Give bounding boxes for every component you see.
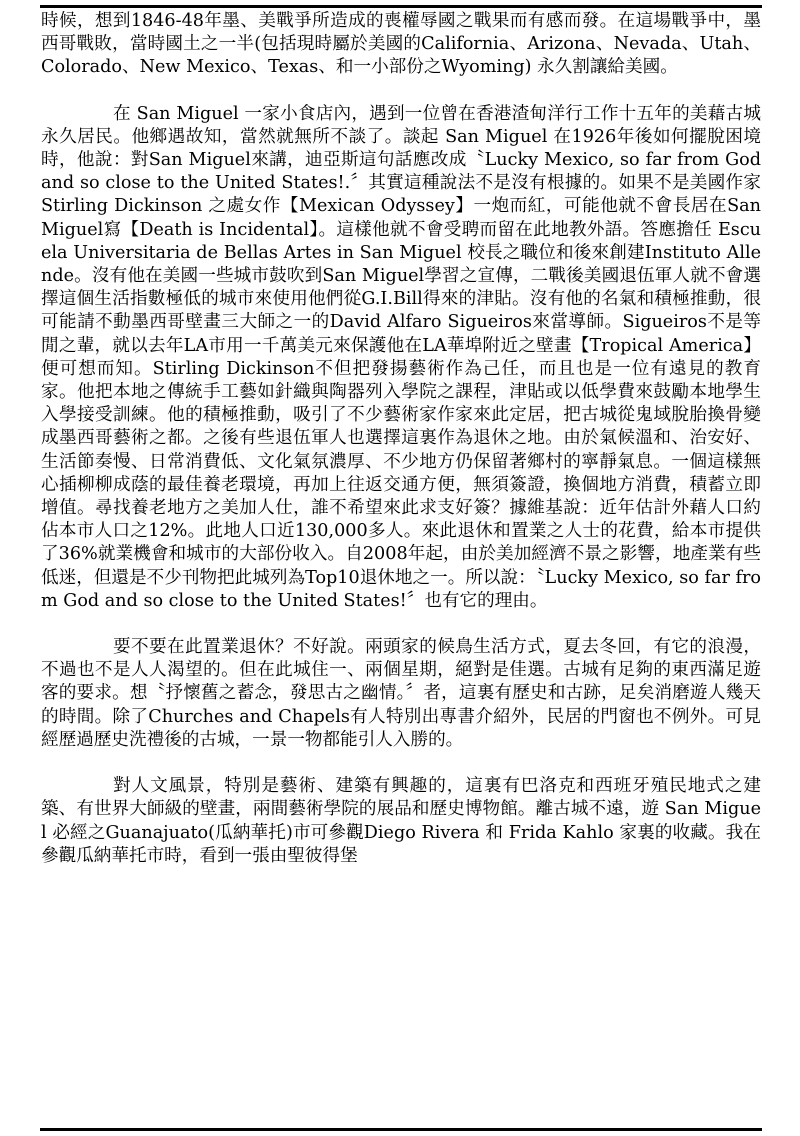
paragraph-4: 對人文風景，特別是藝術、建築有興趣的，這裏有巴洛克和西班牙殖民地式之建築、有世界大師級的壁畫，兩間藝術學院的展品和歷史博物館。離古城不遠，遊 San Miguel 必經之Guanajuato(瓜納華托)市可參觀Diego Rivera 和 Frida Kahlo 家裏的收藏。我在參觀瓜納華托市時，看到一張由聖彼得堡 (41, 776, 761, 866)
paragraph-gap (41, 752, 761, 775)
paragraph-2: 在 San Miguel 一家小食店內，遇到一位曾在香港渣甸洋行工作十五年的美藉古城永久居民。他鄉遇故知，當然就無所不談了。談起 San Miguel 在1926年後如何擺脫困境時，他說：對San Miguel來講，迪亞斯這句話應改成〝Lucky Mexico, so far from God and so close to the United States!.〞其實這種說法不是沒有根據的。如果不是美國作家 Stirling Dickinson 之處女作【Mexican Odyssey】一炮而紅，可能他就不會長居在San Miguel寫【Death is Incidental】。這樣他就不會受聘而留在此地教外語。答應擔任 Escuela Universitaria de Bellas Artes in San Miguel 校長之職位和後來創建Instituto Allende。沒有他在美國一些城市鼓吹到San Miguel學習之宣傳，二戰後美國退伍軍人就不會選擇這個生活指數極低的城市來使用他們從G.I.Bill得來的津貼。沒有他的名氣和積極推動，很可能請不動墨西哥壁畫三大師之一的David Alfaro Sigueiros來當導師。Sigueiros不是等閒之輩，就以去年LA市用一千萬美元來保護他在LA華埠附近之壁畫【Tropical America】便可想而知。Stirling Dickinson不但把發揚藝術作為己任，而且也是一位有遠見的教育家。他把本地之傳統手工藝如針織與陶器列入學院之課程，津貼或以低學費來鼓勵本地學生入學接受訓練。他的積極推動，吸引了不少藝術家作家來此定居，把古城從鬼域脫胎換骨變成墨西哥藝術之都。之後有些退伍軍人也選擇這裏作為退休之地。由於氣候溫和、治安好、生活節奏慢、日常消費低、文化氣氛濃厚、不少地方仍保留著鄉村的寧靜氣息。一個這樣無心插柳柳成蔭的最佳養老環境，再加上往返交通方便，無須簽證，換個地方消費，積蓄立即增值。尋找養老地方之美加人仕，誰不希望來此求支好簽？據維基說：近年估計外藉人口約佔本市人口之12%。此地人口近130,000多人。來此退休和置業之人士的花費，給本市提供了36%就業機會和城市的大部份收入。自2008年起，由於美加經濟不景之影響，地產業有些低迷，但還是不少刊物把此城列為Top10退休地之一。所以說：〝Lucky Mexico, so far from God and so close to the United States!〞也有它的理由。 (41, 103, 762, 611)
paragraph-3: 要不要在此置業退休？不好說。兩頭家的候鳥生活方式，夏去冬回，有它的浪漫，不過也不是人人渴望的。但在此城住一、兩個星期，絕對是佳選。古城有足夠的東西滿足遊客的要求。想〝抒懷舊之蓄念，發思古之幽情。〞者，這裏有歷史和古跡，足矣消磨遊人幾天的時間。除了Churches and Chapels有人特別出專書介紹外，民居的門窗也不例外。可見經歷過歷史洗禮後的古城，一景一物都能引人入勝的。 (41, 637, 761, 750)
top-rule (40, 5, 762, 8)
paragraph-gap (41, 80, 761, 103)
document-body (41, 10, 761, 868)
paragraph-gap (41, 613, 761, 636)
bottom-rule (40, 1128, 762, 1131)
paragraph-1: 時候，想到1846-48年墨、美戰爭所造成的喪權辱國之戰果而有感而發。在這場戰爭中，墨西哥戰敗，當時國土之一半(包括現時屬於美國的California、Arizona、Nevada、Utah、Colorado、New Mexico、Texas、和一小部份之Wyoming) 永久割讓給美國。 (41, 11, 761, 78)
